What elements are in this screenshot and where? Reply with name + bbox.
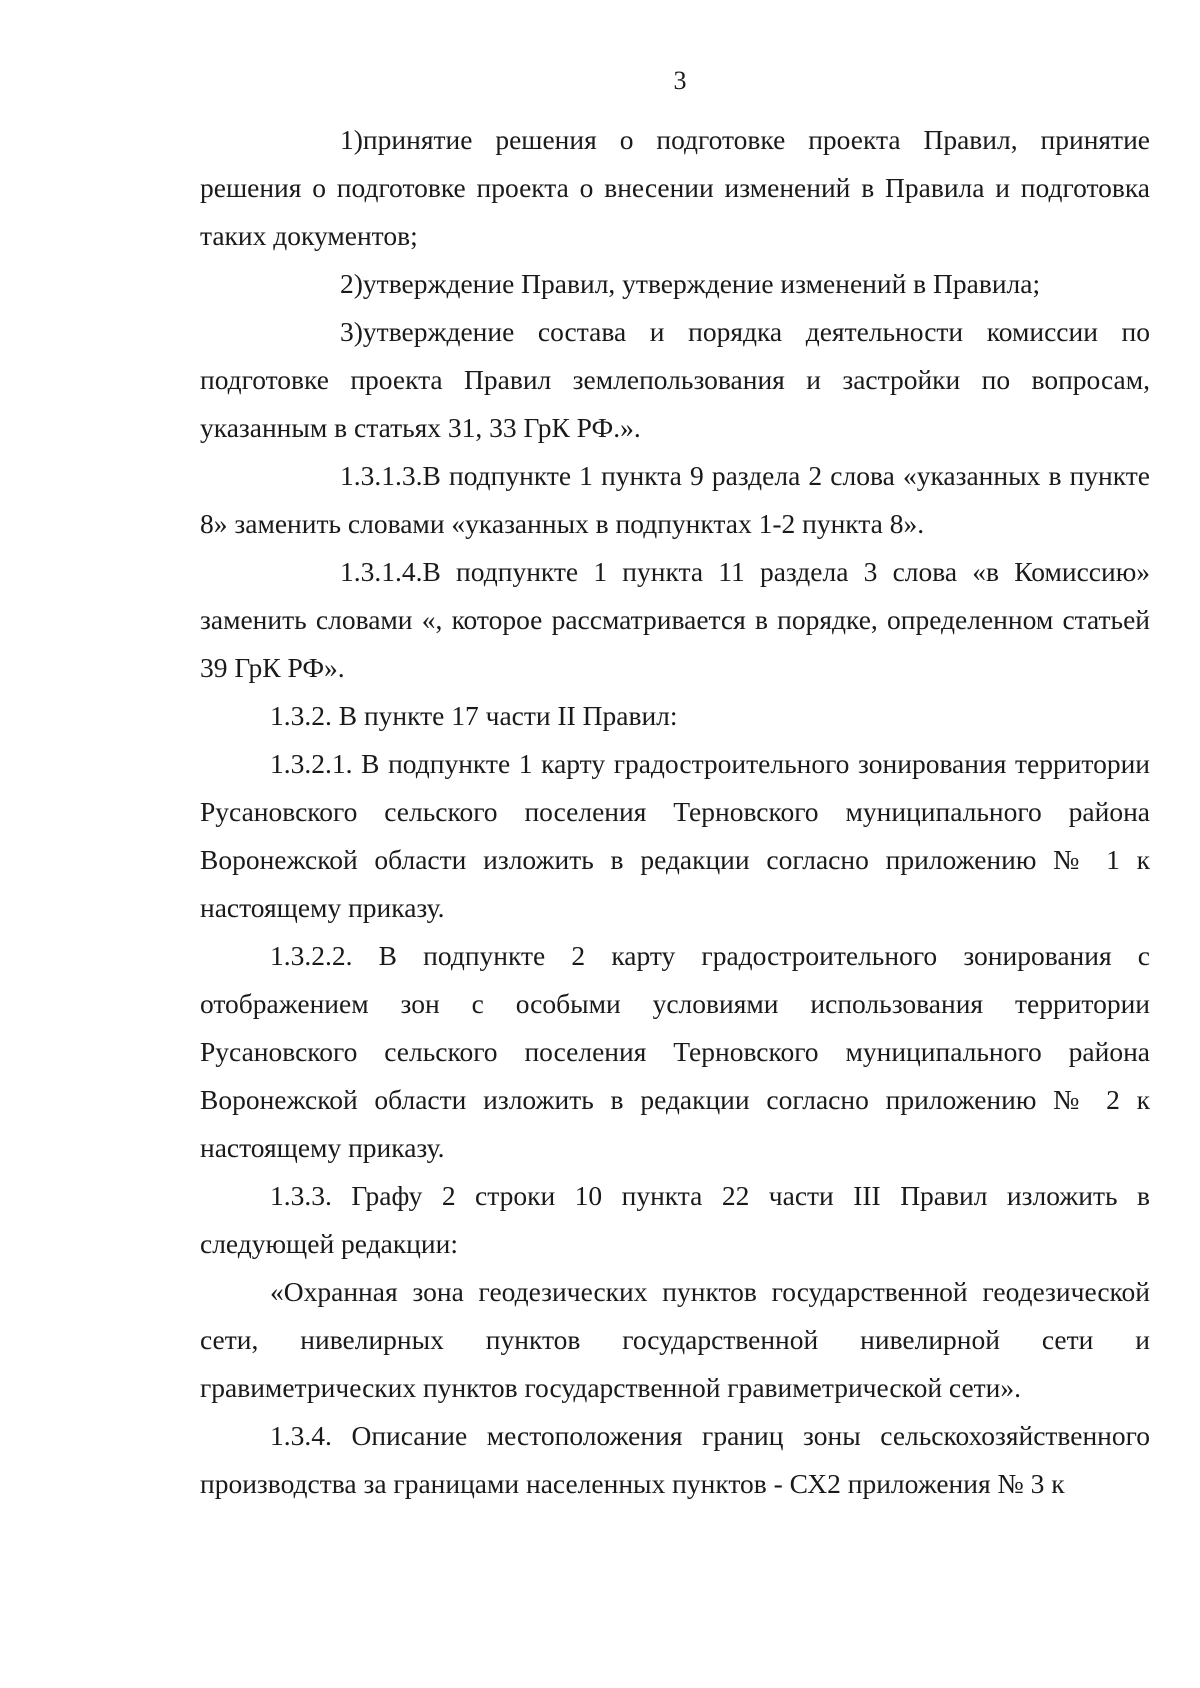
- clause-text: В подпункте 1 пункта 11 раздела 3 слова «в Комиссию» заменить словами «, которое рассматривается в порядке, определенном статьей 39 ГрК РФ».: [200, 556, 1150, 683]
- clause-1-3-4: 1.3.4. Описание местоположения границ зоны сельскохозяйственного производства за границами населенных пунктов - СХ2 приложения № 3 к: [200, 1420, 1150, 1499]
- list-item-text: утверждение состава и порядка деятельности комиссии по подготовке проекта Правил землепользования и застройки по вопросам, указанным в статьях 31, 33 ГрК РФ.».: [200, 316, 1150, 443]
- clause-1-3-3: 1.3.3. Графу 2 строки 10 пункта 22 части III Правил изложить в следующей редакции:: [200, 1180, 1150, 1259]
- list-item-2: [200, 260, 1150, 308]
- clause-1-3-1-3: [200, 452, 1150, 548]
- clause-1-3-2-1: 1.3.2.1. В подпункте 1 карту градостроительного зонирования территории Русановского сельского поселения Терновского муниципального района Воронежской области изложить в редакции согласно приложению № 1 к настоящему приказу.: [200, 748, 1150, 923]
- quoted-text: «Охранная зона геодезических пунктов государственной геодезической сети, нивелирных пунктов государственной нивелирной сети и гравиметрических пунктов государственной гравиметрической сети».: [200, 1276, 1150, 1403]
- list-item-1: [200, 116, 1150, 260]
- page-number: 3: [673, 66, 687, 95]
- clause-number: 1.3.1.3.: [340, 460, 423, 491]
- clause-1-3-1-4: [200, 548, 1150, 692]
- list-item-3: [200, 308, 1150, 452]
- clause-text: В подпункте 1 пункта 9 раздела 2 слова «указанных в пункте 8» заменить словами «указанных в подпунктах 1-2 пункта 8».: [200, 460, 1150, 539]
- list-item-text: принятие решения о подготовке проекта Правил, принятие решения о подготовке проекта о внесении изменений в Правила и подготовка таких документов;: [200, 124, 1150, 251]
- list-item-number: 2): [340, 268, 363, 299]
- list-item-text: утверждение Правил, утверждение изменений в Правила;: [362, 268, 1041, 299]
- clause-1-3-2: 1.3.2. В пункте 17 части II Правил:: [270, 700, 678, 731]
- clause-number: 1.3.1.4.: [340, 556, 423, 587]
- document-body: [200, 116, 1150, 1508]
- clause-1-3-2-2: 1.3.2.2. В подпункте 2 карту градостроительного зонирования с отображением зон с особыми условиями использования территории Русановского сельского поселения Терновского муниципального района Воронежской области изложить в редакции согласно приложению № 2 к настоящему приказу.: [200, 940, 1150, 1163]
- list-item-number: 3): [340, 316, 363, 347]
- list-item-number: 1): [340, 124, 363, 155]
